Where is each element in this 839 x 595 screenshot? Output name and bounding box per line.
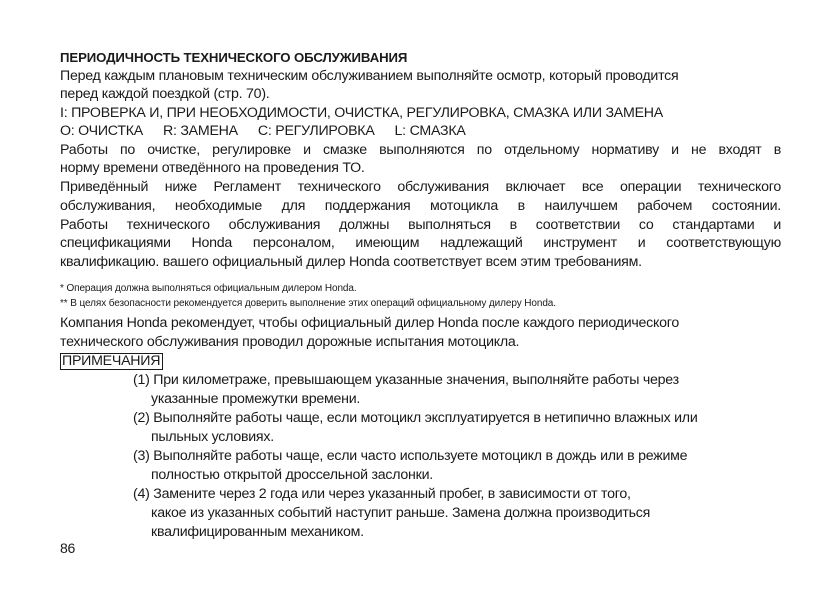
work-line: норму времени отведённого на проведения ТО. bbox=[60, 160, 365, 176]
schedule-line: Работы технического обслуживания должны выполняться в соответствии со стандартами и bbox=[60, 217, 781, 233]
note-1: (1) При километраже, превышающем указанные значения, выполняйте работы через bbox=[133, 372, 679, 388]
work-line: Работы по очистке, регулировке и смазке выполняются по отдельному нормативу и не входят в bbox=[60, 142, 781, 158]
note-1-cont: указанные промежутки времени. bbox=[151, 391, 361, 407]
note-2-cont: пыльных условиях. bbox=[151, 429, 274, 445]
legend-code-replace: R: ЗАМЕНА bbox=[162, 123, 238, 139]
legend-code-lubricate: L: СМАЗКА bbox=[394, 123, 466, 139]
honda-line: технического обслуживания проводил дорожные испытания мотоцикла. bbox=[60, 334, 520, 350]
schedule-line: Приведённый ниже Регламент технического обслуживания включает все операции технического bbox=[60, 179, 781, 195]
schedule-line: обслуживания, необходимые для поддержания мотоцикла в наилучшем рабочем состоянии. bbox=[60, 198, 781, 214]
intro-line: Перед каждым плановым техническим обслуживанием выполняйте осмотр, который проводится bbox=[60, 68, 679, 84]
footnote: * Операция должна выполняться официальным дилером Honda. bbox=[60, 283, 357, 294]
note-2: (2) Выполняйте работы чаще, если мотоцикл эксплуатируется в нетипично влажных или bbox=[133, 410, 698, 426]
note-4-cont: квалифицированным механиком. bbox=[151, 524, 364, 540]
note-3-cont: полностью открытой дроссельной заслонки. bbox=[151, 467, 433, 483]
note-4-cont: какое из указанных событий наступит раньше. Замена должна производиться bbox=[151, 505, 651, 521]
schedule-line: квалификацию. вашего официальный дилер Honda соответствует всем этим требованиям. bbox=[60, 254, 642, 270]
note-4: (4) Замените через 2 года или через указанный пробег, в зависимости от того, bbox=[133, 486, 631, 502]
legend-code-adjust: C: РЕГУЛИРОВКА bbox=[257, 123, 375, 139]
footnote: ** В целях безопасности рекомендуется доверить выполнение этих операций официальному дилеру Honda. bbox=[60, 298, 556, 309]
intro-line: перед каждой поездкой (стр. 70). bbox=[60, 86, 270, 102]
legend-code-clean: O: ОЧИСТКА bbox=[60, 123, 143, 139]
schedule-line: спецификациями Honda персоналом, имеющим надлежащий инструмент и соответствующую bbox=[60, 235, 781, 251]
legend-inspect: I: ПРОВЕРКА И, ПРИ НЕОБХОДИМОСТИ, ОЧИСТКА, РЕГУЛИРОВКА, СМАЗКА ИЛИ ЗАМЕНА bbox=[60, 105, 663, 121]
honda-line: Компания Honda рекомендует, чтобы официальный дилер Honda после каждого периодического bbox=[60, 315, 680, 331]
notes-heading: ПРИМЕЧАНИЯ bbox=[60, 353, 163, 370]
note-3: (3) Выполняйте работы чаще, если часто используете мотоцикл в дождь или в режиме bbox=[133, 448, 688, 464]
legend-codes bbox=[60, 122, 486, 140]
page-number: 86 bbox=[60, 540, 76, 556]
page-title: ПЕРИОДИЧНОСТЬ ТЕХНИЧЕСКОГО ОБСЛУЖИВАНИЯ bbox=[60, 50, 408, 65]
